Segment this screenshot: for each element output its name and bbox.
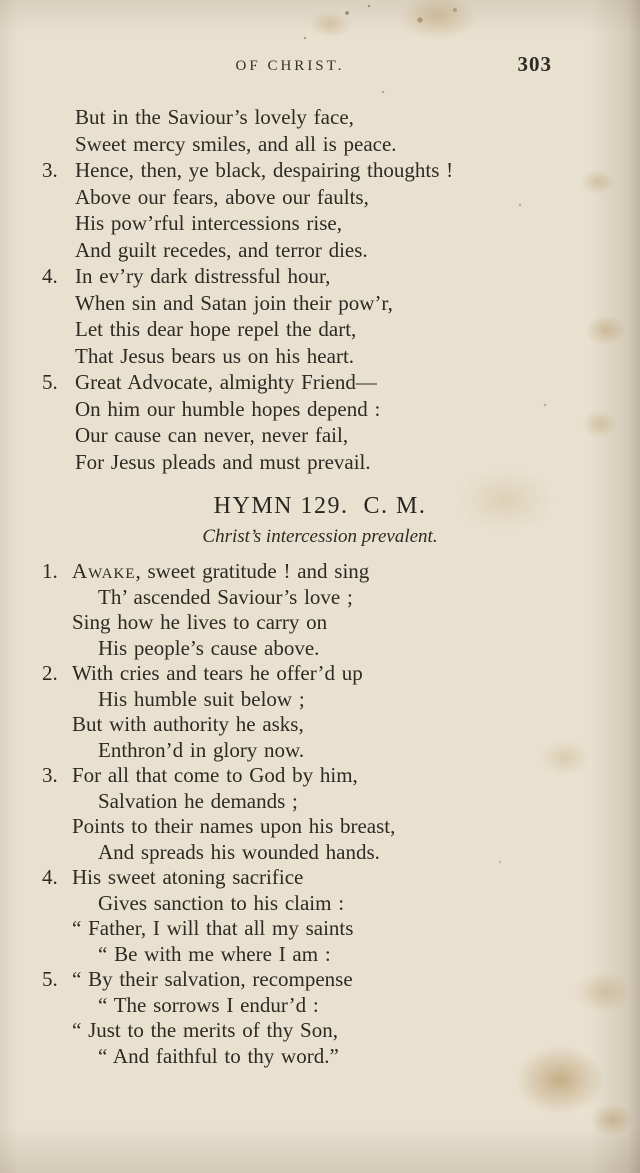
- verse-line: But with authority he asks,: [72, 712, 304, 736]
- hymn-129-section: [42, 559, 580, 1069]
- verse-line: But in the Saviour’s lovely face,: [75, 105, 354, 129]
- verse: [42, 865, 580, 967]
- verse-line: When sin and Satan join their pow’r,: [75, 290, 393, 315]
- verse-line: Points to their names upon his breast,: [72, 814, 396, 838]
- verse-line: Enthron’d in glory now.: [98, 737, 305, 762]
- verse-line: In ev’ry dark distressful hour,: [75, 264, 331, 288]
- verse: [42, 763, 580, 865]
- verse-line: His pow’rful intercessions rise,: [75, 211, 342, 235]
- verse-number: 3.: [42, 158, 58, 182]
- verse-line: And guilt recedes, and terror dies.: [75, 237, 368, 262]
- hymn-title: HYMN 129. C. M.: [213, 493, 427, 519]
- verse-number: 3.: [42, 763, 58, 787]
- hymn-subtitle: Christ’s intercession prevalent.: [202, 526, 438, 547]
- verse: [42, 661, 580, 763]
- verse-line: “ And faithful to thy word.”: [98, 1043, 339, 1068]
- verse-line: That Jesus bears us on his heart.: [75, 343, 355, 368]
- verse-line: Above our fears, above our faults,: [75, 184, 369, 209]
- verse-line: And spreads his wounded hands.: [98, 839, 380, 864]
- hymn-129-heading-block: [0, 491, 640, 549]
- running-header: OF CHRIST.: [235, 58, 345, 74]
- verse-line: “ By their salvation, recompense: [72, 967, 353, 991]
- verse-line: Our cause can never, never fail,: [75, 423, 349, 447]
- verse-line: “ Just to the merits of thy Son,: [72, 1018, 338, 1042]
- verse-number: 5.: [42, 967, 58, 991]
- verse-line: Salvation he demands ;: [98, 788, 298, 813]
- verse-line: His humble suit below ;: [98, 686, 305, 711]
- verse-line: His people’s cause above.: [98, 635, 320, 660]
- verse-line: For all that come to God by him,: [72, 763, 358, 787]
- verse-line: Let this dear hope repel the dart,: [75, 317, 357, 341]
- verse-line: “ Father, I will that all my saints: [72, 916, 354, 940]
- verse-line: His sweet atoning sacrifice: [72, 865, 304, 889]
- verse-number: 1.: [42, 559, 58, 583]
- verse: [42, 559, 580, 661]
- verse-number: 2.: [42, 661, 58, 685]
- verse: [42, 157, 580, 263]
- verse-lines: [72, 559, 580, 661]
- smallcaps-lead-word: Awake: [72, 559, 136, 583]
- verse-lines: [75, 157, 580, 263]
- verse-line: “ Be with me where I am :: [98, 941, 331, 966]
- verse-lines: [75, 369, 580, 475]
- verse-line: On him our humble hopes depend :: [75, 396, 381, 421]
- verse-lines: [72, 661, 580, 763]
- verse-lines: [72, 763, 580, 865]
- verse-line: Sweet mercy smiles, and all is peace.: [75, 131, 397, 156]
- verse: [42, 263, 580, 369]
- verse-line: Gives sanction to his claim :: [98, 890, 345, 915]
- verse: [42, 967, 580, 1069]
- verse-lines: [75, 104, 580, 157]
- verse-line: With cries and tears he offer’d up: [72, 661, 363, 685]
- verse-line: Sing how he lives to carry on: [72, 610, 328, 634]
- verse-line: Th’ ascended Saviour’s love ;: [98, 584, 353, 609]
- hymn-continuation-section: [42, 104, 580, 475]
- page-header: [0, 0, 640, 84]
- verse: [42, 369, 580, 475]
- verse-lines: [75, 263, 580, 369]
- verse-number: 4.: [42, 264, 58, 288]
- verse-line: Awake, sweet gratitude ! and sing: [72, 559, 370, 583]
- verse-line: Hence, then, ye black, despairing thoughts !: [75, 158, 454, 182]
- verse-lines: [72, 865, 580, 967]
- verse: [42, 104, 580, 157]
- verse-line: For Jesus pleads and must prevail.: [75, 449, 371, 474]
- page-number: 303: [517, 52, 552, 76]
- verse-line: “ The sorrows I endur’d :: [98, 992, 319, 1017]
- verse-number: [42, 104, 75, 157]
- verse-number: 5.: [42, 370, 58, 394]
- verse-line: Great Advocate, almighty Friend—: [75, 370, 377, 394]
- verse-lines: [72, 967, 580, 1069]
- verse-number: 4.: [42, 865, 58, 889]
